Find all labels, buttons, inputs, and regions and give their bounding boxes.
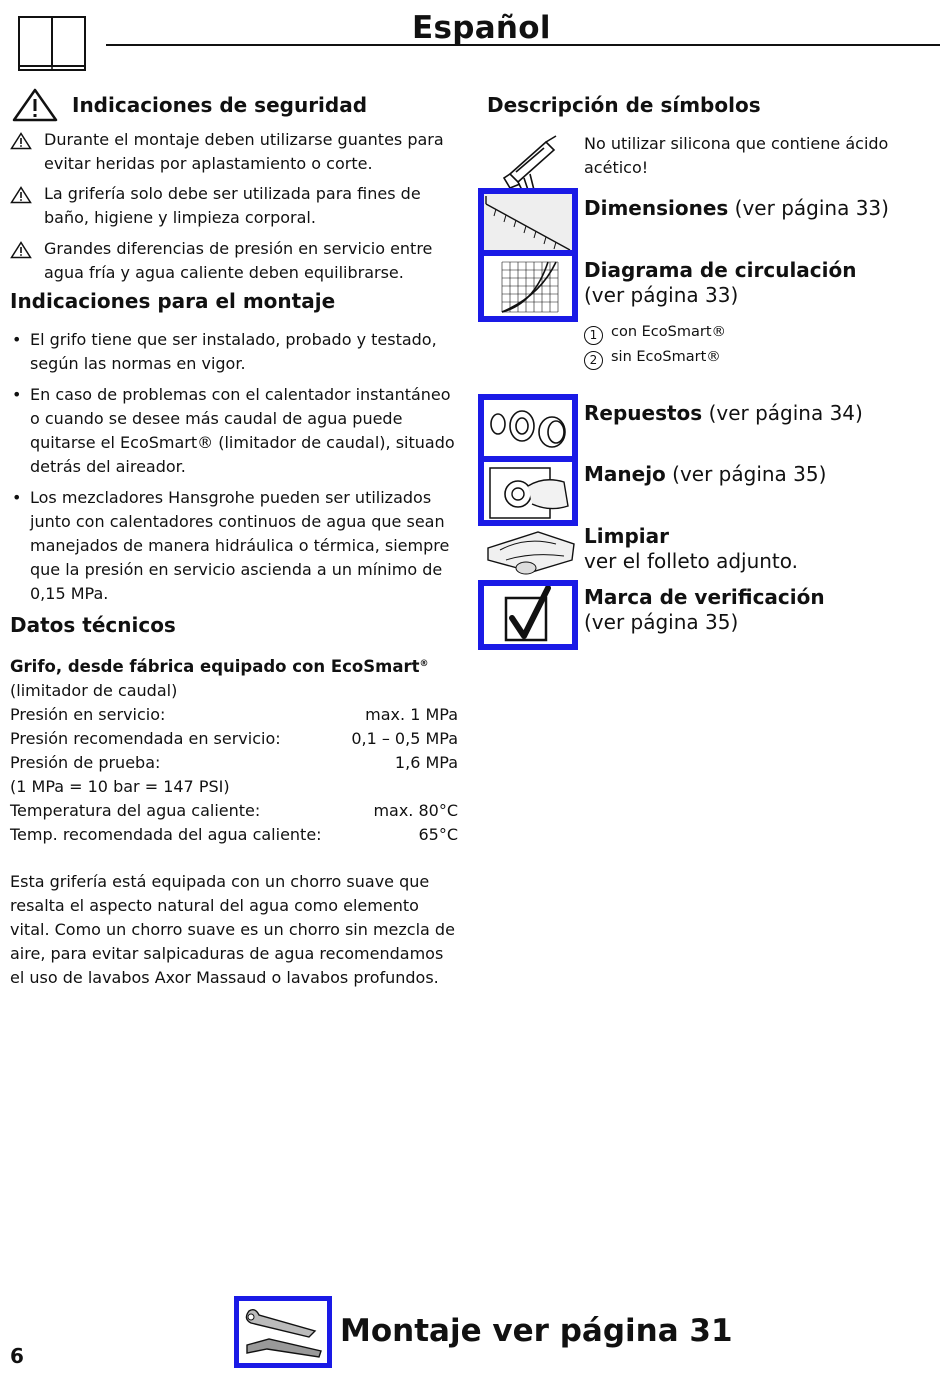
handling-icon-frame: [478, 456, 578, 526]
list-item-text: El grifo tiene que ser instalado, probado y testado, según las normas en vigor.: [30, 330, 437, 373]
list-item: [10, 486, 458, 606]
wrench-screwdriver-icon: [239, 1301, 327, 1363]
unit-conversion: (1 MPa = 10 bar = 147 PSI): [10, 777, 230, 796]
handling-label: Manejo (ver página 35): [584, 462, 827, 486]
table-row: Temperatura del agua caliente: max. 80°C: [10, 801, 458, 820]
table-row: Presión de prueba: 1,6 MPa: [10, 753, 458, 772]
technical-heading: Datos técnicos: [10, 613, 176, 637]
mounting-heading: Indicaciones para el montaje: [10, 289, 336, 313]
spares-label: Repuestos (ver página 34): [584, 401, 863, 425]
list-item: [10, 383, 458, 479]
bullet-icon: •: [12, 330, 22, 349]
soft-jet-paragraph: Esta grifería está equipada con un chorro suave que resalta el aspecto natural del agua como elemento vital. Como un chorro suave es un chorro sin mezcla de aire, para evitar salpicaduras de agua recomendamos el uso de lavabos Axor Massaud o lavabos profundos.: [10, 872, 455, 987]
warning-icon: [12, 88, 58, 122]
tools-icon-frame: [234, 1296, 332, 1368]
flow-diagram-icon-frame: [478, 250, 578, 322]
ruler-icon: [484, 194, 572, 250]
bullet-icon: •: [12, 385, 22, 404]
legend-item: 2 sin EcoSmart®: [584, 345, 726, 370]
spare-parts-icon: [484, 400, 572, 456]
book-icon: [18, 16, 86, 72]
bullet-icon: •: [12, 488, 22, 507]
mounting-list: [10, 328, 458, 613]
handling-icon: [484, 462, 572, 520]
table-row: Temp. recomendada del agua caliente: 65°C: [10, 825, 458, 844]
warning-icon: [10, 241, 32, 259]
safety-item-text: Grandes diferencias de presión en servicio entre agua fría y agua caliente deben equilibrarse.: [44, 239, 433, 282]
cleaning-hand-icon: [486, 526, 576, 576]
flow-legend: [584, 320, 726, 370]
list-item-text: Los mezcladores Hansgrohe pueden ser utilizados junto con calentadores continuos de agua que sean manejados de manera hidráulica o térmica, siempre que la presión en servicio ascienda a un mínimo de 0,15 MPa.: [30, 488, 450, 603]
technical-subheading: Grifo, desde fábrica equipado con EcoSmart®: [10, 657, 429, 676]
safety-item: [10, 128, 458, 176]
check-label: Marca de verificación (ver página 35): [584, 585, 825, 634]
silicone-gun-icon: [500, 134, 562, 190]
safety-item: [10, 237, 458, 285]
check-icon-frame: [478, 580, 578, 650]
table-row: Presión en servicio: max. 1 MPa: [10, 705, 458, 724]
limiter-note: (limitador de caudal): [10, 681, 178, 700]
table-row: Presión recomendada en servicio: 0,1 – 0,5 MPa: [10, 729, 458, 748]
dimensions-icon-frame: [478, 188, 578, 256]
cleaning-label: Limpiar ver el folleto adjunto.: [584, 524, 799, 573]
legend-number: 1: [584, 326, 603, 345]
safety-item-text: Durante el montaje deben utilizarse guantes para evitar heridas por aplastamiento o corte.: [44, 130, 444, 173]
safety-item: [10, 182, 458, 230]
list-item: [10, 328, 458, 376]
flow-diagram-label: Diagrama de circulación (ver página 33): [584, 258, 857, 307]
page-number: 6: [10, 1344, 24, 1368]
legend-number: 2: [584, 351, 603, 370]
safety-item-text: La grifería solo debe ser utilizada para fines de baño, higiene y limpieza corporal.: [44, 184, 421, 227]
warning-icon: [10, 186, 32, 204]
mounting-reference: Montaje ver página 31: [340, 1313, 733, 1349]
silicone-note: No utilizar silicona que contiene ácido acético!: [584, 134, 889, 177]
legend-item: 1 con EcoSmart®: [584, 320, 726, 345]
list-item-text: En caso de problemas con el calentador instantáneo o cuando se desee más caudal de agua puede quitarse el EcoSmart® (limitador de caudal), situado detrás del aireador.: [30, 385, 455, 476]
symbols-heading: Descripción de símbolos: [487, 93, 761, 117]
spares-icon-frame: [478, 394, 578, 462]
page-title: Español: [412, 10, 551, 46]
technical-data: [10, 652, 458, 847]
safety-section-header: [10, 88, 458, 128]
checkmark-icon: [484, 586, 572, 644]
safety-heading: Indicaciones de seguridad: [72, 93, 368, 117]
warning-icon: [10, 132, 32, 150]
flow-chart-icon: [484, 256, 572, 316]
dimensions-label: Dimensiones (ver página 33): [584, 196, 889, 220]
